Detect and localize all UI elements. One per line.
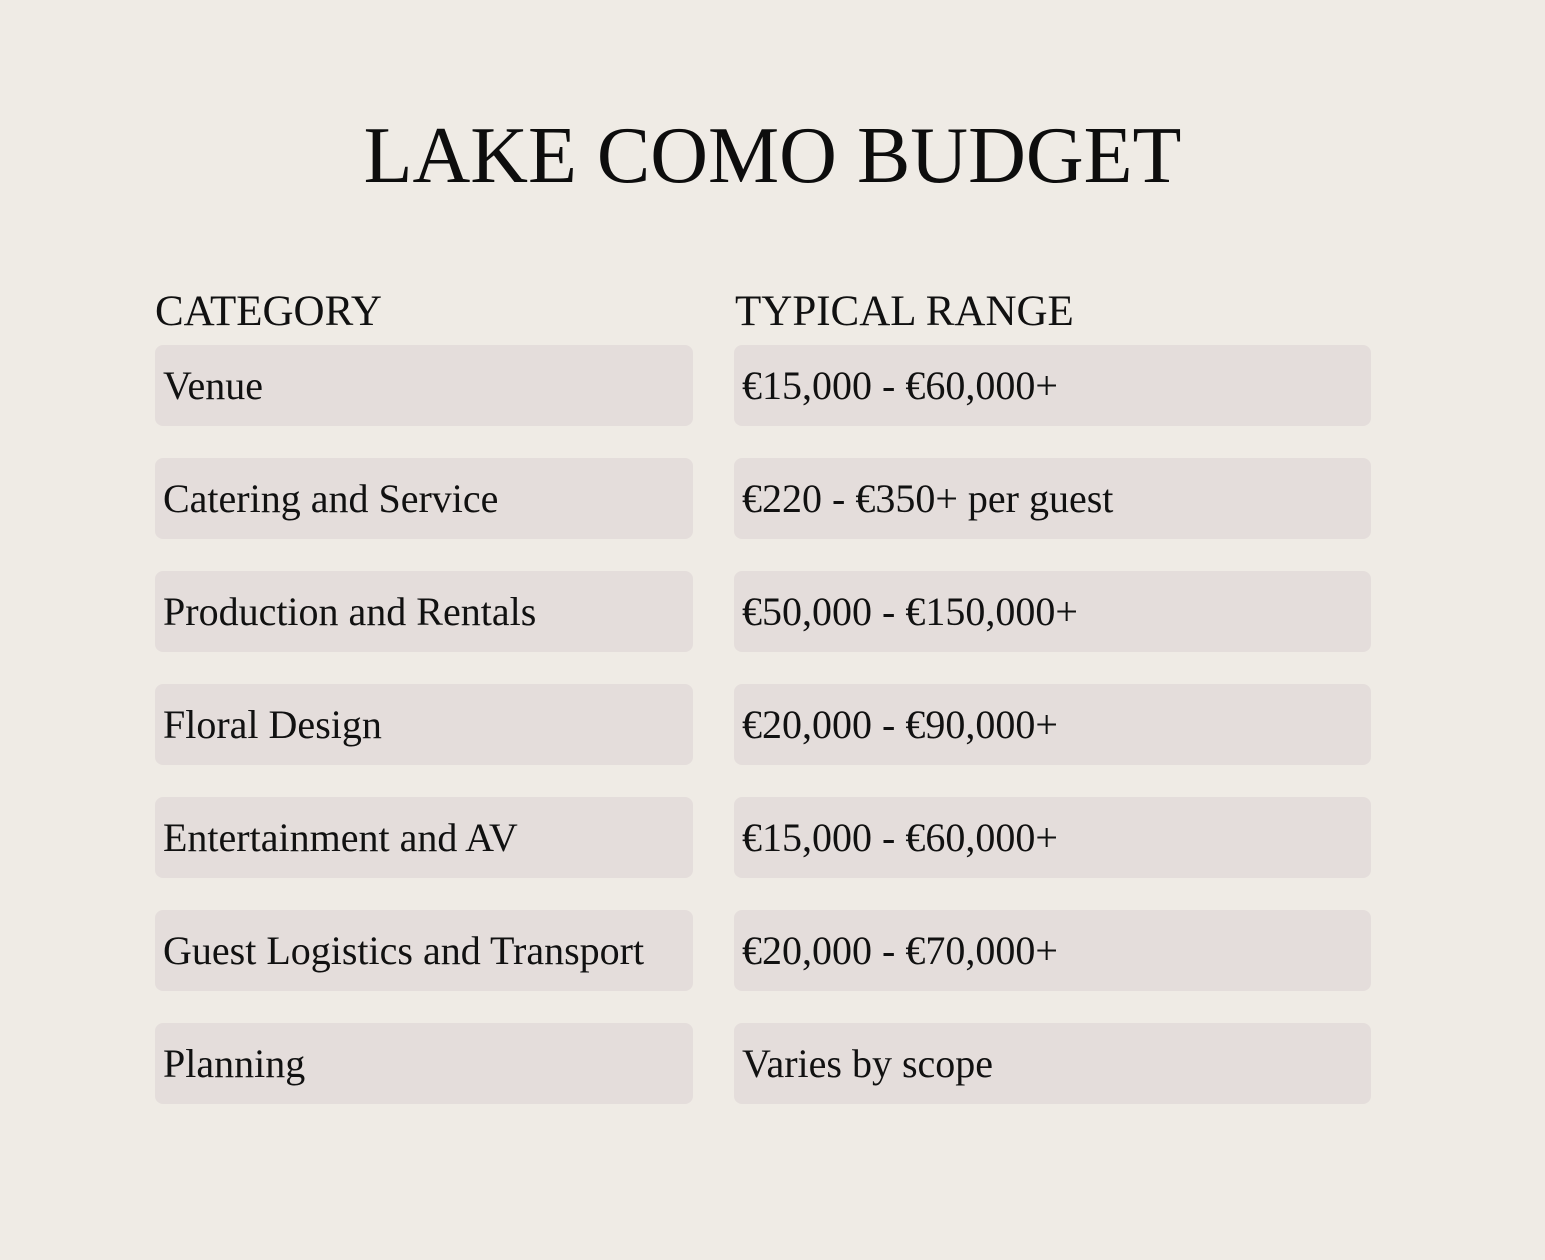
table-row <box>155 458 1371 539</box>
category-cell: Entertainment and AV <box>155 797 693 878</box>
range-cell: €20,000 - €90,000+ <box>734 684 1371 765</box>
range-column-header: TYPICAL RANGE <box>735 288 1074 335</box>
table-row <box>155 684 1371 765</box>
table-row <box>155 797 1371 878</box>
range-cell: €50,000 - €150,000+ <box>734 571 1371 652</box>
table-row <box>155 345 1371 426</box>
range-cell: €15,000 - €60,000+ <box>734 345 1371 426</box>
category-cell: Catering and Service <box>155 458 693 539</box>
budget-table <box>155 345 1371 1136</box>
range-cell: €220 - €350+ per guest <box>734 458 1371 539</box>
category-column-header: CATEGORY <box>155 288 382 335</box>
table-row <box>155 910 1371 991</box>
range-cell: €15,000 - €60,000+ <box>734 797 1371 878</box>
category-cell: Guest Logistics and Transport <box>155 910 693 991</box>
category-cell: Floral Design <box>155 684 693 765</box>
table-row <box>155 1023 1371 1104</box>
page-title: LAKE COMO BUDGET <box>363 112 1182 200</box>
table-row <box>155 571 1371 652</box>
range-cell: Varies by scope <box>734 1023 1371 1104</box>
category-cell: Venue <box>155 345 693 426</box>
category-cell: Production and Rentals <box>155 571 693 652</box>
range-cell: €20,000 - €70,000+ <box>734 910 1371 991</box>
category-cell: Planning <box>155 1023 693 1104</box>
